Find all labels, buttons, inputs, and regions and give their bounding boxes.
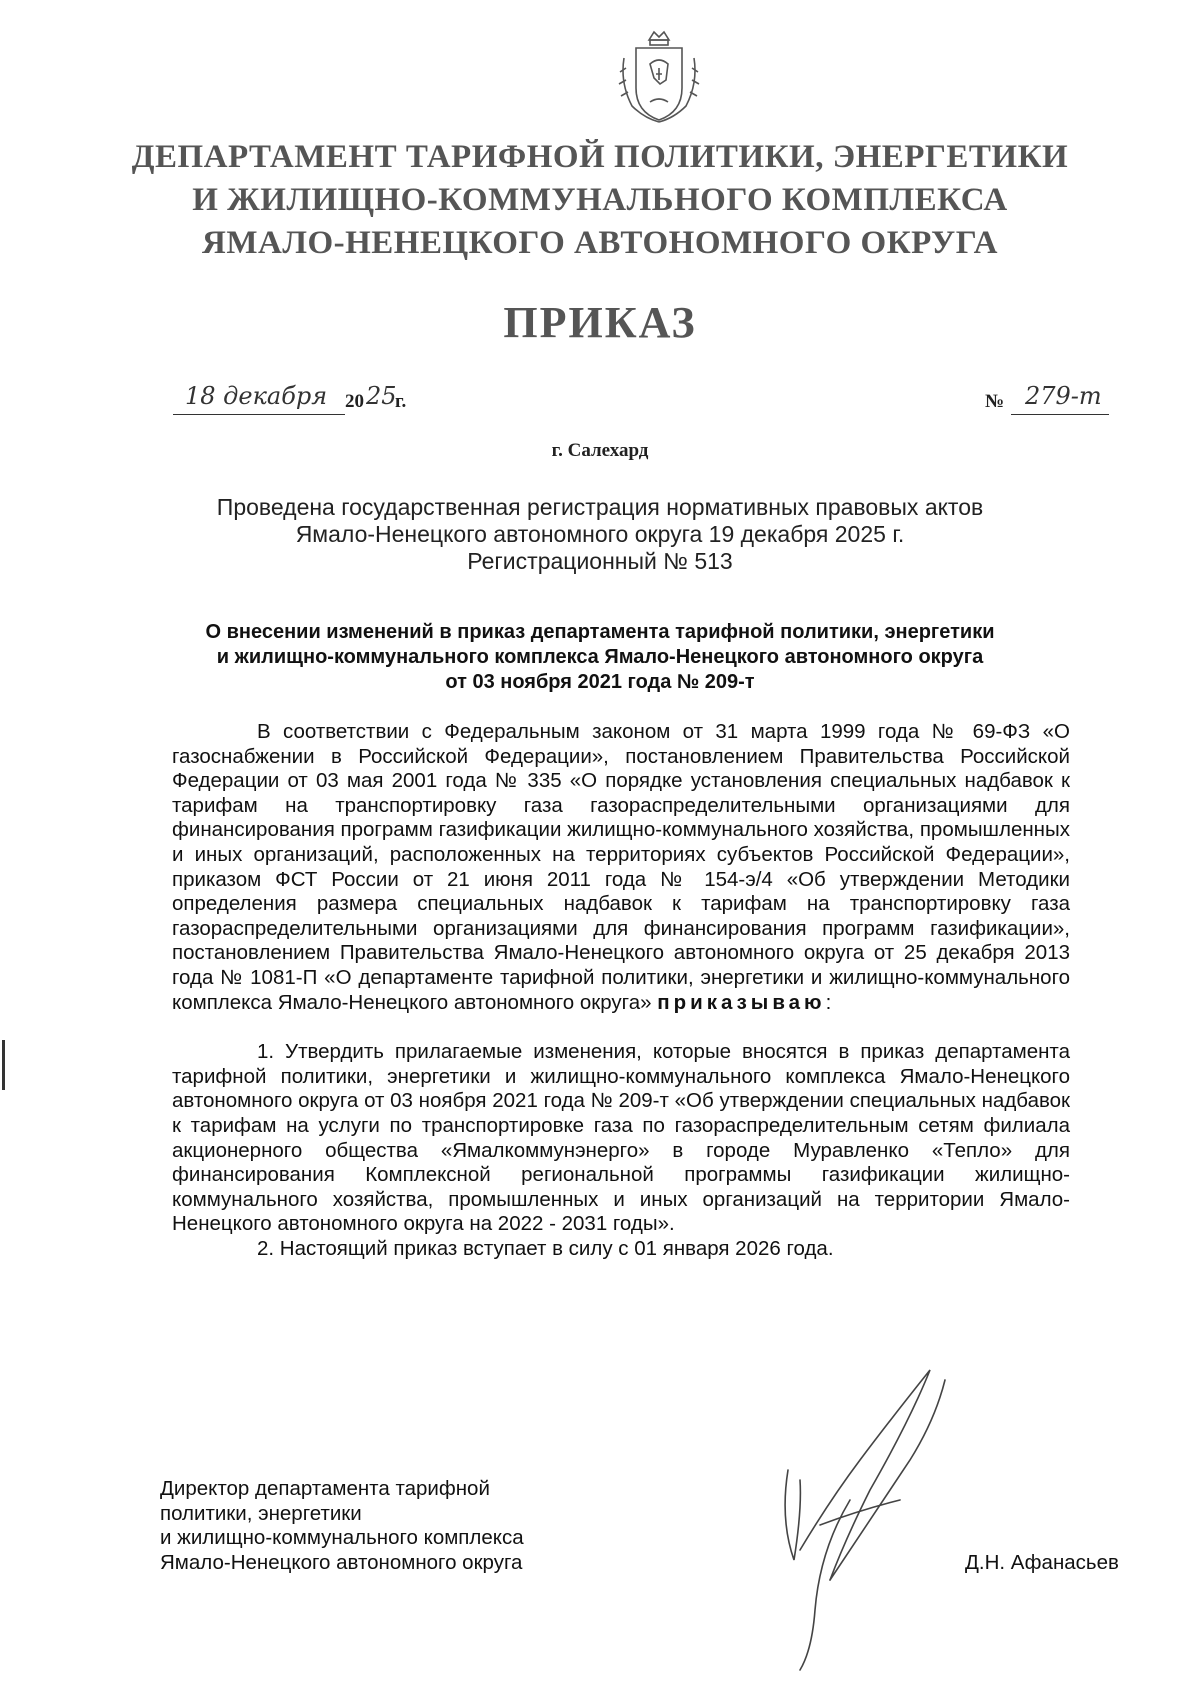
order-word: приказываю [657,990,826,1014]
subject-line-2: и жилищно-коммунального комплекса Ямало-Ненецкого автономного округа [216,646,984,668]
number-handwritten: 279-т [1025,382,1102,410]
signatory-name: Д.Н. Афанасьев [965,1551,1119,1574]
handwritten-signature [760,1350,970,1680]
signatory-position [160,1477,660,1575]
document-date [173,382,433,416]
order-colon: : [825,990,832,1014]
position-line: Ямало-Ненецкого автономного округа [160,1550,523,1574]
position-line: политики, энергетики [160,1501,362,1525]
position-line: и жилищно-коммунального комплекса [160,1526,524,1550]
year-handwritten: 25 [366,382,397,410]
registration-line-3: Регистрационный № 513 [467,548,733,574]
scan-edge-mark [2,1040,5,1090]
registration-line-1: Проведена государственная регистрация нормативных правовых актов [216,494,984,520]
document-body [172,720,1070,1261]
department-name-line-2: И ЖИЛИЩНО-КОММУНАЛЬНОГО КОМПЛЕКСА [192,182,1008,218]
registration-line-2: Ямало-Ненецкого автономного округа 19 декабря 2025 г. [295,521,905,547]
document-type-title: ПРИКАЗ [503,298,697,347]
item-2-paragraph: 2. Настоящий приказ вступает в силу с 01 января 2026 года. [257,1236,834,1260]
date-handwritten: 18 декабря [185,382,328,410]
preamble-text: В соответствии с Федеральным законом от 31 марта 1999 года № 69-ФЗ «О газоснабжении в Российской Федерации», постановлением Правительства Российской Федерации от 03 мая 2001 года № 335 «О порядке установления специальных надбавок к тарифам на транспортировку газа газораспределительными организациями для финансирования программ газификации жилищно-коммунального хозяйства, промышленных и иных организаций, расположенных на территориях субъектов Российской Федерации», приказом ФСТ России от 21 июня 2011 года № 154-э/4 «Об утверждении Методики определения размера специальных надбавок к тарифам на транспортировку газа газораспределительными организациями для финансирования программ газификации», постановлением Правительства Ямало-Ненецкого автономного округа от 25 декабря 2013 года № 1081-П «О департаменте тарифной политики, энергетики и жилищно-коммунального комплекса Ямало-Ненецкого автономного округа» [172,720,1070,1014]
preamble-paragraph [172,720,1070,1015]
department-name-line-1: ДЕПАРТАМЕНТ ТАРИФНОЙ ПОЛИТИКИ, ЭНЕРГЕТИКИ [131,139,1069,175]
item-1-paragraph: 1. Утвердить прилагаемые изменения, которые вносятся в приказ департамента тарифной политики, энергетики и жилищно-коммунального комплекса Ямало-Ненецкого автономного округа от 03 ноября 2021 года № 209-т «Об утверждении специальных надбавок к тарифам на услуги по транспортировке газа по газораспределительным сетям филиала акционерного общества «Ямалкоммунэнерго» в городе Муравленко «Тепло» для финансирования Комплексной региональной программы газификации жилищно-коммунального хозяйства, промышленных и иных организаций на территории Ямало-Ненецкого автономного округа на 2022 - 2031 годы». [172,1040,1070,1236]
subject-line-1: О внесении изменений в приказ департамента тарифной политики, энергетики [205,621,995,643]
position-line: Директор департамента тарифной [160,1477,490,1500]
subject-line-3: от 03 ноября 2021 года № 209-т [445,671,755,693]
number-label: № [985,391,1005,412]
document-number [985,382,1135,416]
year-prefix: 20 [345,391,364,412]
coat-of-arms-icon [614,28,704,126]
department-name-line-3: ЯМАЛО-НЕНЕЦКОГО АВТОНОМНОГО ОКРУГА [202,225,998,261]
city: г. Салехард [551,440,649,461]
year-marker: г. [395,391,407,412]
